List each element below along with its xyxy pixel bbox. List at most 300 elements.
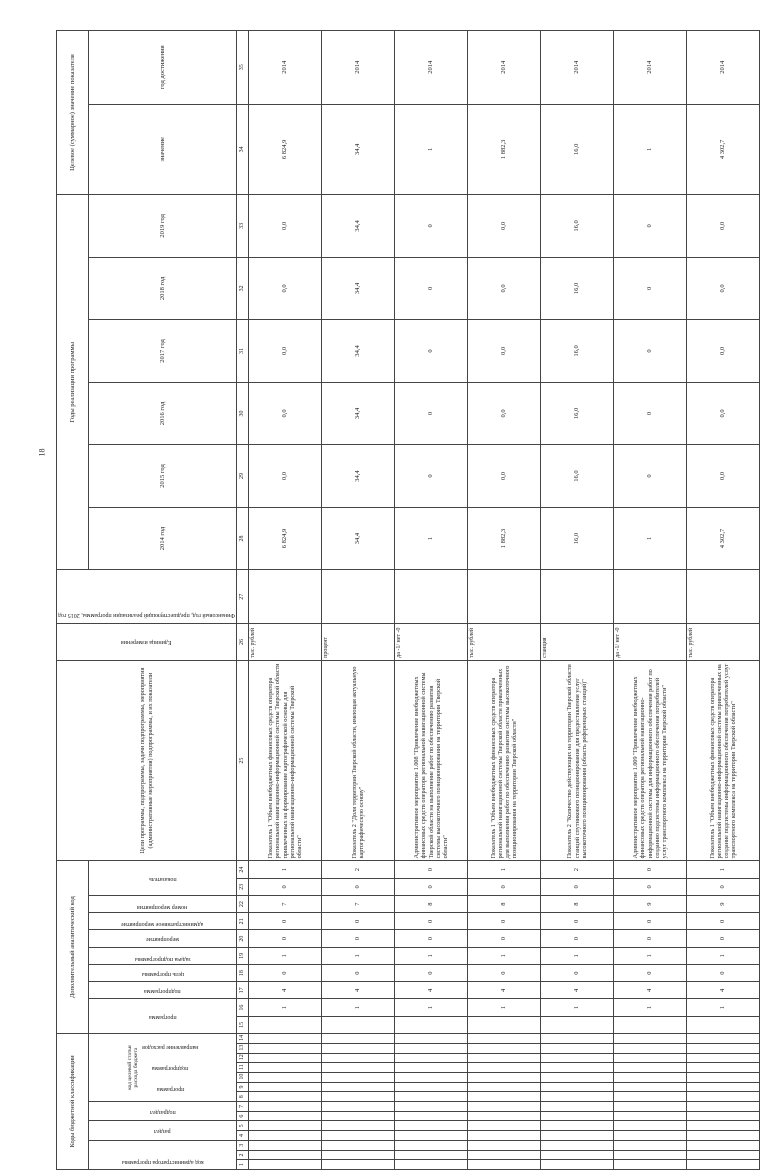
analytic-code-cell: 2 bbox=[541, 861, 614, 878]
year-value-cell: 0 bbox=[614, 195, 687, 258]
analytic-code-cell: 0 bbox=[249, 930, 322, 947]
budget-code-cell bbox=[249, 1082, 322, 1092]
budget-code-cell bbox=[468, 1121, 541, 1131]
column-number: 22 bbox=[237, 895, 249, 912]
analytic-code-cell: 4 bbox=[614, 982, 687, 999]
analytic-code-cell: 0 bbox=[468, 913, 541, 930]
budget-code-cell bbox=[468, 1082, 541, 1092]
analytic-code-cell: 9 bbox=[687, 895, 760, 912]
budget-code-cell bbox=[541, 1082, 614, 1092]
budget-code-cell bbox=[249, 1033, 322, 1043]
target-year-cell: 2014 bbox=[249, 31, 322, 105]
budget-code-cell bbox=[249, 1111, 322, 1121]
analytic-code-cell bbox=[249, 1016, 322, 1033]
budget-code-cell bbox=[395, 1033, 468, 1043]
year-value-cell: 0,0 bbox=[249, 257, 322, 320]
ad-tsel-header: цель программы bbox=[89, 964, 237, 981]
year-value-cell: 34,4 bbox=[322, 382, 395, 445]
budget-code-cell bbox=[322, 1082, 395, 1092]
analytic-code-cell: 1 bbox=[322, 999, 395, 1016]
year-header-1: 2015 год bbox=[89, 445, 237, 508]
budget-code-cell bbox=[468, 1043, 541, 1053]
analytic-code-cell: 1 bbox=[468, 861, 541, 878]
analytic-code-cell: 1 bbox=[614, 947, 687, 964]
year-header-5: 2019 год bbox=[89, 195, 237, 258]
year-value-cell: 4 302,7 bbox=[687, 507, 760, 570]
budget-code-cell bbox=[249, 1160, 322, 1170]
budget-code-cell bbox=[541, 1063, 614, 1073]
year-header-4: 2018 год bbox=[89, 257, 237, 320]
analytic-code-cell: 0 bbox=[541, 878, 614, 895]
budget-code-cell bbox=[249, 1150, 322, 1160]
year-value-cell: 0,0 bbox=[468, 195, 541, 258]
target-value-header: значение bbox=[89, 104, 237, 195]
budget-code-cell bbox=[614, 1053, 687, 1063]
budget-code-cell bbox=[322, 1092, 395, 1102]
budget-code-cell bbox=[687, 1160, 760, 1170]
unit-cell: тыс. рублей bbox=[468, 624, 541, 661]
analytic-code-cell: 1 bbox=[249, 999, 322, 1016]
analytic-code-cell: 1 bbox=[687, 947, 760, 964]
year-value-cell: 0 bbox=[395, 257, 468, 320]
analytic-code-cell: 1 bbox=[687, 999, 760, 1016]
budget-code-cell bbox=[541, 1111, 614, 1121]
target-year-cell: 2014 bbox=[687, 31, 760, 105]
ad-admin-meropriyatie-header: административное мероприятие bbox=[89, 913, 237, 930]
budget-code-cell bbox=[395, 1160, 468, 1170]
analytic-code-cell: 0 bbox=[468, 930, 541, 947]
analytic-code-cell: 1 bbox=[687, 861, 760, 878]
column-number: 7 bbox=[237, 1102, 249, 1112]
budget-code-cell bbox=[614, 1072, 687, 1082]
analytic-code-cell: 0 bbox=[687, 913, 760, 930]
budget-code-cell bbox=[249, 1092, 322, 1102]
budget-code-cell bbox=[468, 1092, 541, 1102]
budget-code-cell bbox=[541, 1160, 614, 1170]
budget-code-cell bbox=[687, 1131, 760, 1141]
year-value-cell: 0 bbox=[614, 257, 687, 320]
budget-code-cell bbox=[249, 1131, 322, 1141]
budget-code-cell bbox=[614, 1121, 687, 1131]
budget-code-cell bbox=[395, 1121, 468, 1131]
target-year-cell: 2014 bbox=[322, 31, 395, 105]
analytic-code-cell: 1 bbox=[468, 999, 541, 1016]
budget-code-cell bbox=[322, 1033, 395, 1043]
budget-code-cell bbox=[687, 1033, 760, 1043]
budget-code-cell bbox=[322, 1111, 395, 1121]
budget-code-cell bbox=[395, 1140, 468, 1150]
column-number: 2 bbox=[237, 1150, 249, 1160]
budget-code-cell bbox=[395, 1072, 468, 1082]
budget-code-cell bbox=[687, 1063, 760, 1073]
year-value-cell: 16,0 bbox=[541, 445, 614, 508]
column-number: 33 bbox=[237, 195, 249, 258]
unit-cell: да -1/ нет -0 bbox=[395, 624, 468, 661]
razdel-header: раздел bbox=[89, 1121, 237, 1140]
column-number: 11 bbox=[237, 1063, 249, 1073]
year-value-cell: 0 bbox=[395, 320, 468, 383]
year-value-cell: 1 bbox=[395, 507, 468, 570]
budget-code-cell bbox=[541, 1140, 614, 1150]
year-value-cell: 0 bbox=[395, 382, 468, 445]
page-number: 18 bbox=[37, 448, 47, 457]
analytic-code-cell bbox=[614, 1016, 687, 1033]
unit-header: Единица измерения bbox=[57, 624, 237, 661]
indicator-description: Административное мероприятие 1.009 "Привлечение внебюджетных финансовых средств оператора региональной навигационно-информационной системы для информационного обеспечения работ по созданию подсистемы информационного обеспечения потребителей услуг транспортного комплекса на территории Тверской области" bbox=[614, 660, 687, 861]
year-header-2: 2016 год bbox=[89, 382, 237, 445]
column-number: 10 bbox=[237, 1072, 249, 1082]
year-value-cell: 16,0 bbox=[541, 507, 614, 570]
target-item-header: код целевой статьи расхода бюджета программа подпрограмма направление расходов bbox=[89, 1033, 237, 1101]
column-number-row bbox=[237, 31, 249, 1170]
budget-code-cell bbox=[614, 1063, 687, 1073]
column-number: 6 bbox=[237, 1111, 249, 1121]
budget-code-cell bbox=[687, 1150, 760, 1160]
column-number: 14 bbox=[237, 1033, 249, 1043]
analytic-code-cell: 0 bbox=[687, 964, 760, 981]
header-group-row bbox=[57, 31, 89, 1170]
budget-code-cell bbox=[614, 1131, 687, 1141]
column-number: 34 bbox=[237, 104, 249, 195]
target-year-cell: 2014 bbox=[614, 31, 687, 105]
budget-code-cell bbox=[322, 1043, 395, 1053]
budget-code-cell bbox=[249, 1053, 322, 1063]
unit-cell: станция bbox=[541, 624, 614, 661]
analytic-code-cell bbox=[395, 1016, 468, 1033]
budget-code-cell bbox=[468, 1150, 541, 1160]
budget-code-cell bbox=[249, 1063, 322, 1073]
year-header-0: 2014 год bbox=[89, 507, 237, 570]
year-value-cell: 0 bbox=[395, 195, 468, 258]
year-value-cell: 16,0 bbox=[541, 320, 614, 383]
additional-codes-header: Дополнительный аналитический код bbox=[57, 861, 89, 1034]
budget-code-cell bbox=[322, 1140, 395, 1150]
analytic-code-cell: 0 bbox=[541, 964, 614, 981]
year-value-cell: 0,0 bbox=[687, 195, 760, 258]
target-group-header: Целевое (суммарное) значение показателя bbox=[57, 31, 89, 195]
year-value-cell: 0,0 bbox=[468, 320, 541, 383]
analytic-code-cell: 0 bbox=[395, 861, 468, 878]
analytic-code-cell: 0 bbox=[614, 861, 687, 878]
column-number: 12 bbox=[237, 1053, 249, 1063]
budget-code-cell bbox=[468, 1072, 541, 1082]
indicator-description: Административное мероприятие 1.008 "Привлечение внебюджетных финансовых средств оператора региональной навигационной системы Тверской области на выполнение работ по обеспечению развития системы высокоточного позиционирования на территории Тверской области" bbox=[395, 660, 468, 861]
budget-code-cell bbox=[395, 1111, 468, 1121]
analytic-code-cell: 0 bbox=[395, 930, 468, 947]
analytic-code-cell: 4 bbox=[395, 982, 468, 999]
year-value-cell: 34,4 bbox=[322, 507, 395, 570]
analytic-code-cell: 0 bbox=[249, 878, 322, 895]
budget-code-cell bbox=[468, 1033, 541, 1043]
year-value-cell: 0 bbox=[614, 445, 687, 508]
ad-zadacha-header: задача подпрограммы bbox=[89, 947, 237, 964]
column-number: 35 bbox=[237, 31, 249, 105]
budget-code-cell bbox=[614, 1102, 687, 1112]
column-number: 24 bbox=[237, 861, 249, 878]
budget-code-cell bbox=[614, 1043, 687, 1053]
column-number: 27 bbox=[237, 570, 249, 624]
table-row bbox=[468, 31, 541, 1170]
ad-programma-header: программа bbox=[89, 999, 237, 1034]
column-number: 15 bbox=[237, 1016, 249, 1033]
column-number: 23 bbox=[237, 878, 249, 895]
column-number: 5 bbox=[237, 1121, 249, 1131]
analytic-code-cell: 0 bbox=[468, 964, 541, 981]
budget-code-cell bbox=[541, 1150, 614, 1160]
budget-code-cell bbox=[468, 1102, 541, 1112]
admin-code-header: код администратора программы bbox=[89, 1140, 237, 1169]
year-value-cell: 0,0 bbox=[687, 320, 760, 383]
budget-code-cell bbox=[468, 1063, 541, 1073]
analytic-code-cell: 9 bbox=[614, 895, 687, 912]
indicator-description: Показатель 1 "Объем внебюджетных финансовых средств оператора региональной навигационно-информационной системы Тверской области привлеченных на формирование картографической основы для региональной навигационно-информационной системы Тверской области" bbox=[249, 660, 322, 861]
year-value-cell: 6 824,9 bbox=[249, 507, 322, 570]
column-number: 32 bbox=[237, 257, 249, 320]
analytic-code-cell: 0 bbox=[249, 913, 322, 930]
analytic-code-cell: 8 bbox=[541, 895, 614, 912]
table-row bbox=[395, 31, 468, 1170]
year-value-cell: 0,0 bbox=[468, 382, 541, 445]
indicator-description: Показатель 2 "Доля территории Тверской области, имеющая актуальную картографическую основу" bbox=[322, 660, 395, 861]
analytic-code-cell: 0 bbox=[541, 913, 614, 930]
analytic-code-cell: 2 bbox=[322, 861, 395, 878]
year-value-cell: 16,0 bbox=[541, 382, 614, 445]
analytic-code-cell: 0 bbox=[468, 878, 541, 895]
budget-code-cell bbox=[468, 1160, 541, 1170]
year-value-cell: 0 bbox=[395, 445, 468, 508]
budget-code-cell bbox=[541, 1131, 614, 1141]
analytic-code-cell bbox=[322, 1016, 395, 1033]
column-number: 3 bbox=[237, 1140, 249, 1150]
year-value-cell: 1 882,3 bbox=[468, 507, 541, 570]
table-row bbox=[249, 31, 322, 1170]
goal-column-header: Цели программы, подпрограммы, задачи подпрограммы, мероприятия (административные мероприятия) подпрограммы, и их показатели bbox=[57, 660, 237, 861]
budget-code-cell bbox=[322, 1150, 395, 1160]
budget-code-cell bbox=[249, 1140, 322, 1150]
budget-code-cell bbox=[468, 1053, 541, 1063]
analytic-code-cell: 0 bbox=[395, 913, 468, 930]
year-value-cell: 0,0 bbox=[249, 320, 322, 383]
budget-code-cell bbox=[541, 1053, 614, 1063]
budget-code-cell bbox=[322, 1072, 395, 1082]
analytic-code-cell: 1 bbox=[249, 861, 322, 878]
budget-code-cell bbox=[687, 1082, 760, 1092]
analytic-code-cell: 1 bbox=[395, 999, 468, 1016]
budget-code-cell bbox=[322, 1053, 395, 1063]
analytic-code-cell: 0 bbox=[614, 878, 687, 895]
target-value-cell: 6 824,9 bbox=[249, 104, 322, 195]
budget-code-cell bbox=[395, 1082, 468, 1092]
budget-code-cell bbox=[395, 1063, 468, 1073]
year-value-cell: 16,0 bbox=[541, 257, 614, 320]
target-value-cell: 1 bbox=[614, 104, 687, 195]
indicator-description: Показатель 2 "Количество действующих на территории Тверской области станций спутникового позиционирования для предоставления услуг высокоточного позиционирования (область референцных станций)" bbox=[541, 660, 614, 861]
analytic-code-cell: 7 bbox=[249, 895, 322, 912]
analytic-code-cell: 8 bbox=[395, 895, 468, 912]
target-value-cell: 4 302,7 bbox=[687, 104, 760, 195]
finance-2015-cell bbox=[249, 570, 322, 624]
budget-code-cell bbox=[614, 1160, 687, 1170]
analytic-code-cell: 4 bbox=[249, 982, 322, 999]
column-number: 13 bbox=[237, 1043, 249, 1053]
ad-pokazatel-header: показатель bbox=[89, 861, 237, 896]
unit-cell: процент bbox=[322, 624, 395, 661]
column-number: 30 bbox=[237, 382, 249, 445]
analytic-code-cell: 8 bbox=[468, 895, 541, 912]
analytic-code-cell bbox=[687, 1016, 760, 1033]
target-year-header: год достижения bbox=[89, 31, 237, 105]
year-value-cell: 1 bbox=[614, 507, 687, 570]
budget-code-cell bbox=[614, 1092, 687, 1102]
column-number: 25 bbox=[237, 660, 249, 861]
analytic-code-cell: 0 bbox=[541, 930, 614, 947]
column-number: 4 bbox=[237, 1131, 249, 1141]
budget-code-cell bbox=[322, 1102, 395, 1112]
budget-code-cell bbox=[468, 1140, 541, 1150]
budget-code-cell bbox=[395, 1150, 468, 1160]
indicator-description: Показатель 1 "Объем внебюджетных финансовых средств оператора региональной навигационно-информационной системы привлеченных на создание подсистемы информационного обеспечения потребителей услуг транспортного комплекса на территории Тверской области" bbox=[687, 660, 760, 861]
column-number: 17 bbox=[237, 982, 249, 999]
year-value-cell: 0,0 bbox=[687, 257, 760, 320]
target-value-cell: 1 bbox=[395, 104, 468, 195]
analytic-code-cell: 0 bbox=[395, 878, 468, 895]
budget-code-cell bbox=[687, 1121, 760, 1131]
column-number: 31 bbox=[237, 320, 249, 383]
table-row bbox=[322, 31, 395, 1170]
finance-2015-cell bbox=[468, 570, 541, 624]
year-value-cell: 0 bbox=[614, 320, 687, 383]
analytic-code-cell: 0 bbox=[687, 878, 760, 895]
target-value-cell: 1 882,3 bbox=[468, 104, 541, 195]
analytic-code-cell: 4 bbox=[468, 982, 541, 999]
table-row bbox=[614, 31, 687, 1170]
analytic-code-cell: 0 bbox=[322, 930, 395, 947]
column-number: 18 bbox=[237, 964, 249, 981]
budget-code-cell bbox=[614, 1033, 687, 1043]
year-value-cell: 34,4 bbox=[322, 257, 395, 320]
finance-2015-cell bbox=[687, 570, 760, 624]
table-body bbox=[249, 31, 760, 1170]
target-year-cell: 2014 bbox=[468, 31, 541, 105]
ad-nomer-header: номер мероприятия bbox=[89, 895, 237, 912]
analytic-code-cell: 0 bbox=[614, 964, 687, 981]
budget-code-cell bbox=[541, 1033, 614, 1043]
budget-code-cell bbox=[687, 1140, 760, 1150]
unit-cell: да -1/ нет -0 bbox=[614, 624, 687, 661]
analytic-code-cell: 0 bbox=[322, 913, 395, 930]
analytic-code-cell: 0 bbox=[322, 878, 395, 895]
budget-code-cell bbox=[249, 1043, 322, 1053]
column-number: 29 bbox=[237, 445, 249, 508]
budget-code-cell bbox=[614, 1140, 687, 1150]
analytic-code-cell: 1 bbox=[249, 947, 322, 964]
budget-code-cell bbox=[687, 1102, 760, 1112]
year-value-cell: 34,4 bbox=[322, 320, 395, 383]
ad-podprogramma-header: подпрограмма bbox=[89, 982, 237, 999]
analytic-code-cell: 7 bbox=[322, 895, 395, 912]
budget-code-cell bbox=[614, 1082, 687, 1092]
finance-2015-header: Финансовый год, предшествующий реализации программы, 2015 год bbox=[57, 570, 237, 624]
budget-code-cell bbox=[322, 1063, 395, 1073]
year-value-cell: 0,0 bbox=[687, 382, 760, 445]
codes-budget-header: Коды бюджетной классификации bbox=[57, 1033, 89, 1169]
budget-code-cell bbox=[614, 1150, 687, 1160]
budget-code-cell bbox=[249, 1121, 322, 1131]
budget-code-cell bbox=[687, 1111, 760, 1121]
program-indicators-table-rotated bbox=[56, 30, 738, 1170]
budget-code-cell bbox=[395, 1131, 468, 1141]
analytic-code-cell: 0 bbox=[322, 964, 395, 981]
budget-code-cell bbox=[541, 1121, 614, 1131]
analytic-code-cell: 1 bbox=[541, 947, 614, 964]
analytic-code-cell: 1 bbox=[468, 947, 541, 964]
finance-2015-cell bbox=[322, 570, 395, 624]
column-number: 9 bbox=[237, 1082, 249, 1092]
analytic-code-cell bbox=[468, 1016, 541, 1033]
budget-code-cell bbox=[541, 1092, 614, 1102]
year-value-cell: 0 bbox=[614, 382, 687, 445]
budget-code-cell bbox=[687, 1092, 760, 1102]
year-value-cell: 0,0 bbox=[249, 195, 322, 258]
budget-code-cell bbox=[249, 1072, 322, 1082]
finance-2015-cell bbox=[395, 570, 468, 624]
column-number: 1 bbox=[237, 1160, 249, 1170]
budget-code-cell bbox=[395, 1043, 468, 1053]
budget-code-cell bbox=[687, 1072, 760, 1082]
year-value-cell: 16,0 bbox=[541, 195, 614, 258]
target-year-cell: 2014 bbox=[395, 31, 468, 105]
budget-code-cell bbox=[395, 1102, 468, 1112]
budget-code-cell bbox=[468, 1131, 541, 1141]
budget-code-cell bbox=[322, 1160, 395, 1170]
analytic-code-cell: 1 bbox=[395, 947, 468, 964]
ad-meropriyatie-header: мероприятие bbox=[89, 930, 237, 947]
target-year-cell: 2014 bbox=[541, 31, 614, 105]
budget-code-cell bbox=[541, 1072, 614, 1082]
column-number: 20 bbox=[237, 930, 249, 947]
table-row bbox=[687, 31, 760, 1170]
column-number: 21 bbox=[237, 913, 249, 930]
years-group-header: Годы реализации программы bbox=[57, 195, 89, 570]
analytic-code-cell: 4 bbox=[322, 982, 395, 999]
analytic-code-cell: 0 bbox=[614, 930, 687, 947]
analytic-code-cell: 0 bbox=[249, 964, 322, 981]
analytic-code-cell: 1 bbox=[322, 947, 395, 964]
budget-code-cell bbox=[322, 1131, 395, 1141]
analytic-code-cell: 4 bbox=[687, 982, 760, 999]
budget-code-cell bbox=[249, 1102, 322, 1112]
analytic-code-cell: 0 bbox=[395, 964, 468, 981]
budget-code-cell bbox=[395, 1053, 468, 1063]
analytic-code-cell: 0 bbox=[687, 930, 760, 947]
indicator-description: Показатель 1 "Объем внебюджетных финансовых средств оператора региональной навигационной системы Тверской области привлеченных для выполнения работ по обеспечению развития системы высокоточного позиционирования на территории Тверской области" bbox=[468, 660, 541, 861]
analytic-code-cell: 1 bbox=[541, 999, 614, 1016]
budget-code-cell bbox=[468, 1111, 541, 1121]
budget-code-cell bbox=[614, 1111, 687, 1121]
budget-code-cell bbox=[322, 1121, 395, 1131]
budget-code-cell bbox=[687, 1043, 760, 1053]
column-number: 19 bbox=[237, 947, 249, 964]
unit-cell: тыс. рублей bbox=[687, 624, 760, 661]
year-value-cell: 0,0 bbox=[687, 445, 760, 508]
budget-code-cell bbox=[541, 1043, 614, 1053]
target-value-cell: 16,0 bbox=[541, 104, 614, 195]
year-value-cell: 0,0 bbox=[249, 445, 322, 508]
year-value-cell: 34,4 bbox=[322, 195, 395, 258]
budget-code-cell bbox=[687, 1053, 760, 1063]
year-value-cell: 0,0 bbox=[468, 445, 541, 508]
table-row bbox=[541, 31, 614, 1170]
